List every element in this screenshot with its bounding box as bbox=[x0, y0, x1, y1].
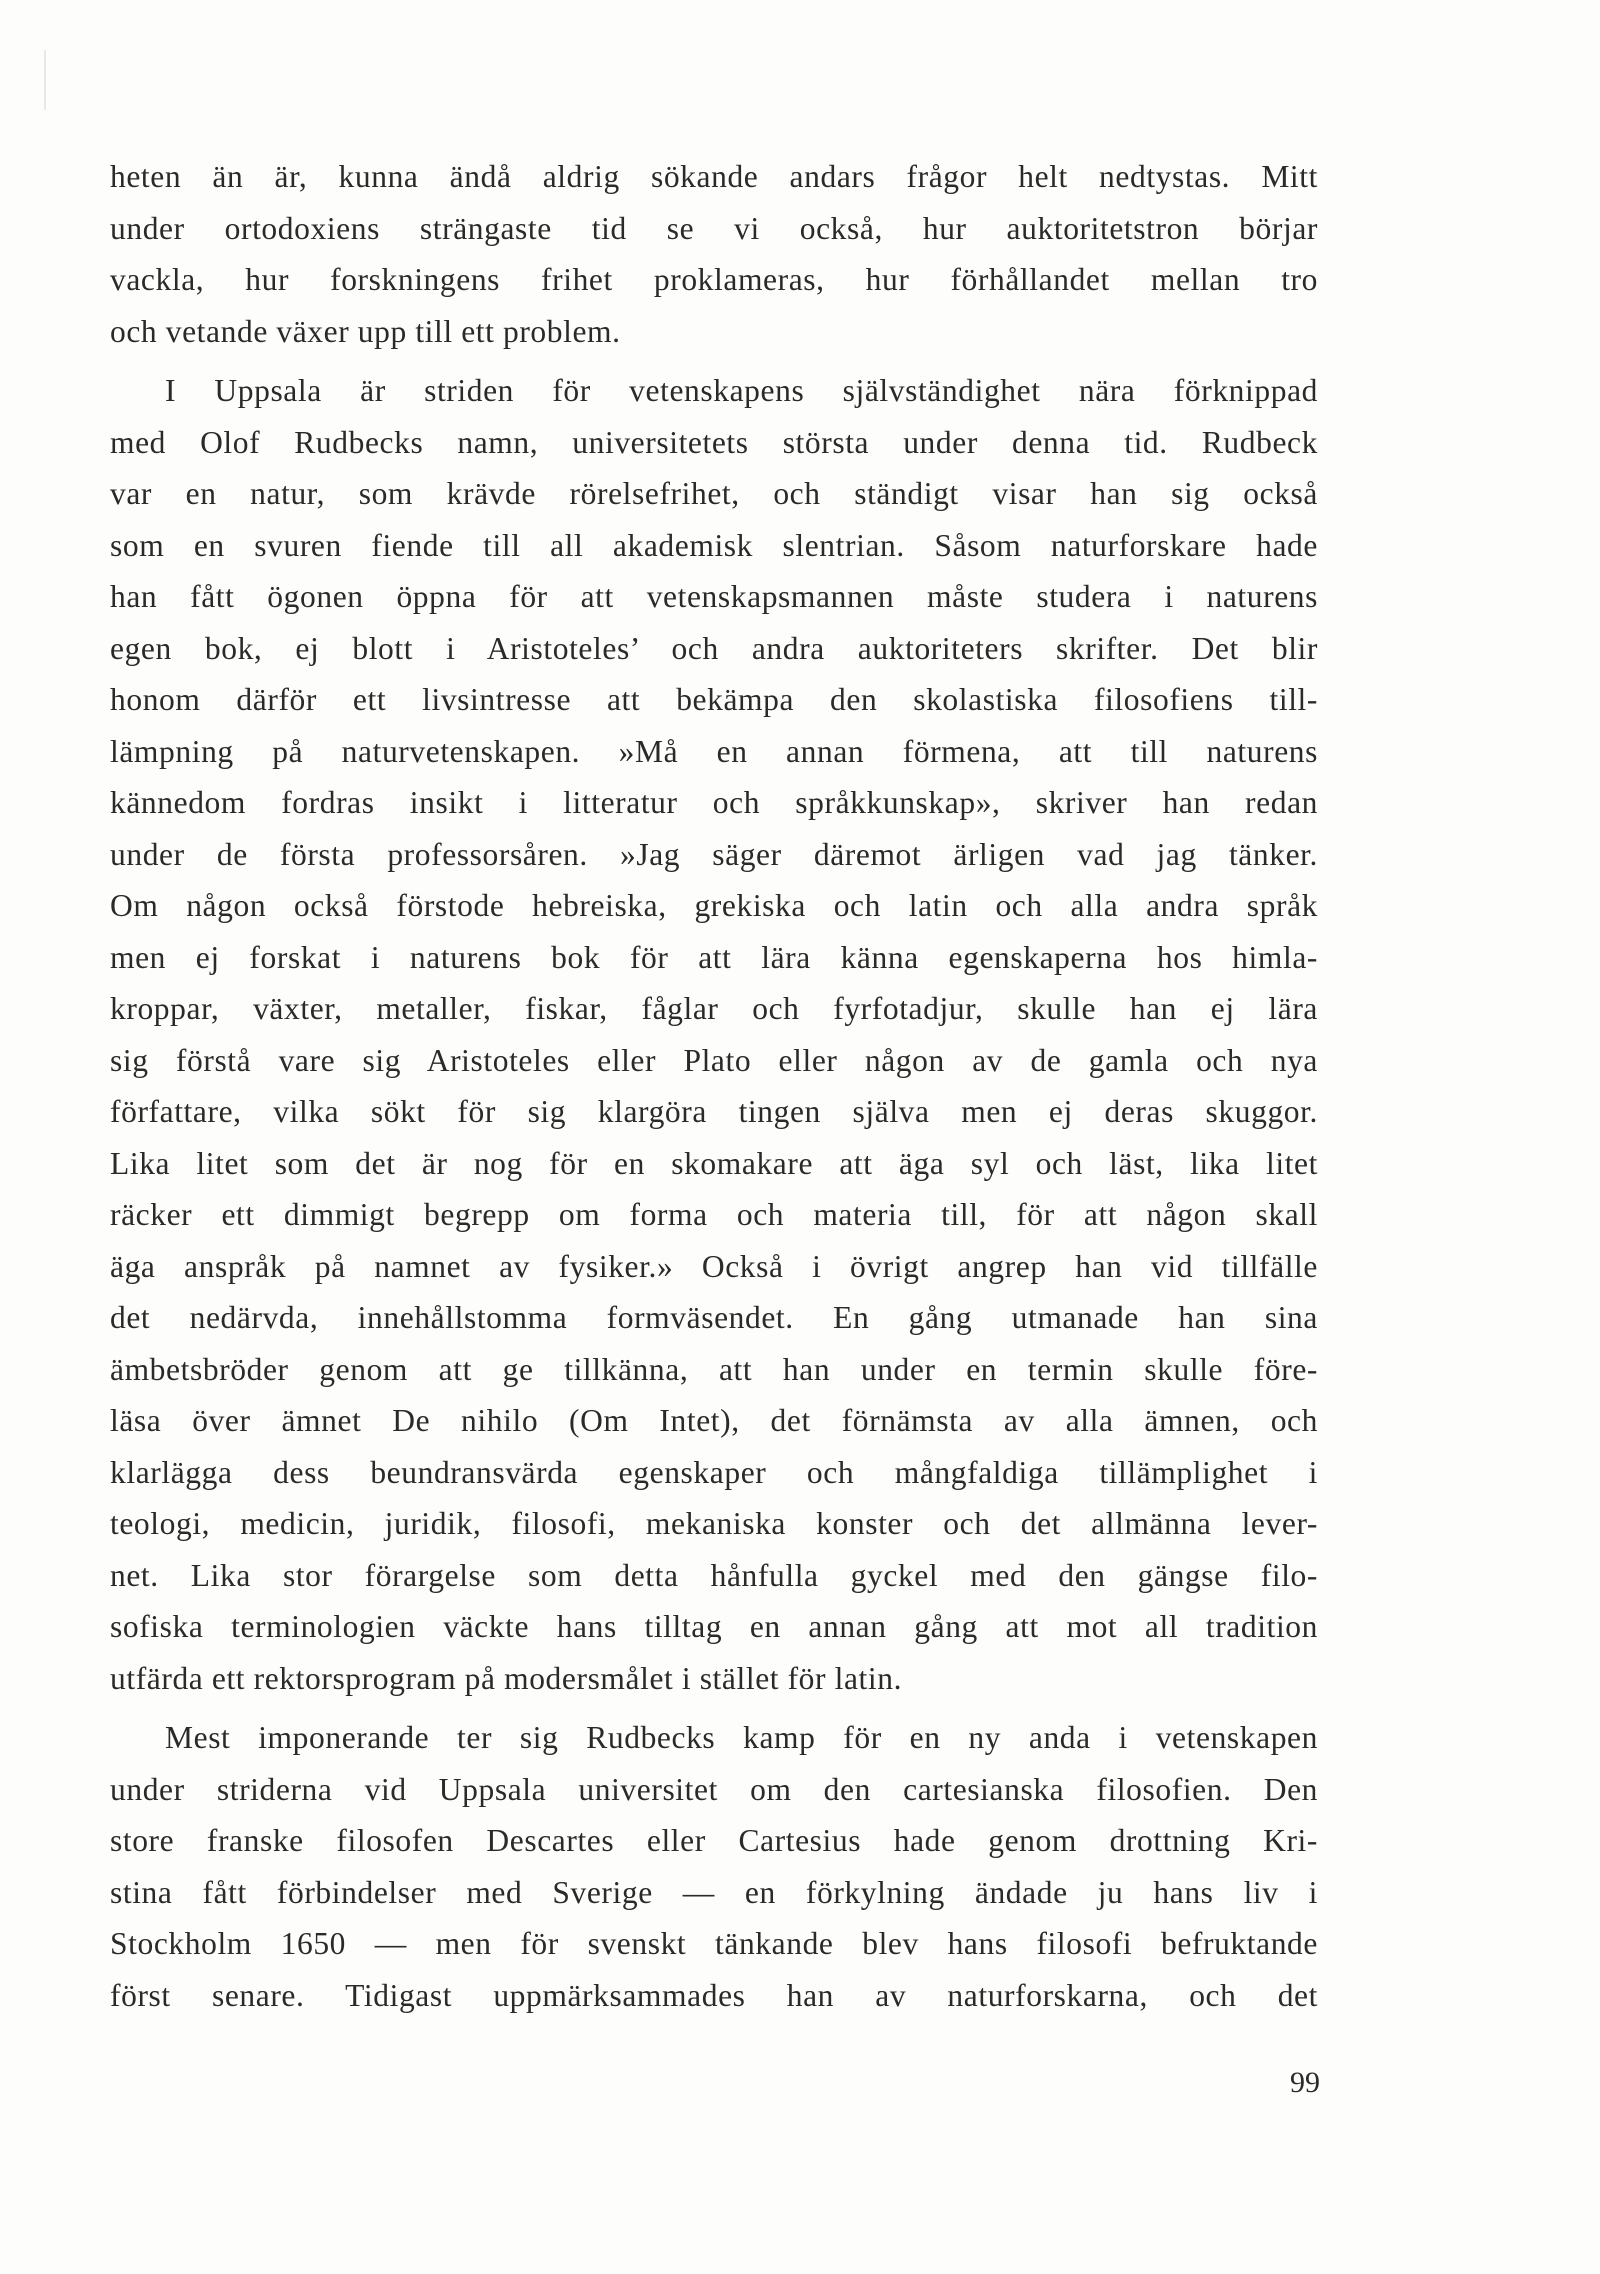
paragraph bbox=[110, 365, 1318, 1704]
text-line: under de första professorsåren. »Jag säger däremot ärligen vad jag tänker. bbox=[110, 836, 1318, 872]
page-number: 99 bbox=[1290, 2066, 1320, 2099]
text-line: det nedärvda, innehållstomma formväsendet. En gång utmanade han sina bbox=[110, 1300, 1318, 1335]
text-line: store franske filosofen Descartes eller Cartesius hade genom drottning Kri- bbox=[110, 1823, 1318, 1858]
body-text bbox=[110, 151, 1318, 2029]
text-line: vackla, hur forskningens frihet proklameras, hur förhållandet mellan tro bbox=[110, 262, 1318, 297]
text-line: först senare. Tidigast uppmärksammades han av naturforskarna, och det bbox=[110, 1977, 1318, 2013]
text-line: honom därför ett livsintresse att bekämpa den skolastiska filosofiens till- bbox=[110, 682, 1318, 717]
text-line: klarlägga dess beundransvärda egenskaper och mångfaldiga tillämplighet i bbox=[110, 1454, 1318, 1490]
text-line: Lika litet som det är nog för en skomakare att äga syl och läst, lika litet bbox=[110, 1145, 1318, 1181]
text-line: äga anspråk på namnet av fysiker.» Också i övrigt angrep han vid tillfälle bbox=[110, 1248, 1318, 1284]
margin-mark bbox=[44, 50, 46, 110]
text-line: med Olof Rudbecks namn, universitetets största under denna tid. Rudbeck bbox=[110, 424, 1318, 460]
text-line: under striderna vid Uppsala universitet om den cartesianska filosofien. Den bbox=[110, 1771, 1318, 1807]
text-line: stina fått förbindelser med Sverige — en förkylning ändade ju hans liv i bbox=[110, 1874, 1318, 1910]
text-line: och vetande växer upp till ett problem. bbox=[110, 313, 621, 349]
text-line: ämbetsbröder genom att ge tillkänna, att han under en termin skulle före- bbox=[110, 1351, 1318, 1387]
text-line: heten än är, kunna ändå aldrig sökande andars frågor helt nedtystas. Mitt bbox=[110, 159, 1318, 194]
text-line: läsa över ämnet De nihilo (Om Intet), det förnämsta av alla ämnen, och bbox=[110, 1403, 1318, 1438]
text-line: som en svuren fiende till all akademisk slentrian. Såsom naturforskare hade bbox=[110, 527, 1318, 563]
text-line: lämpning på naturvetenskapen. »Må en annan förmena, att till naturens bbox=[110, 733, 1318, 769]
text-line: sofiska terminologien väckte hans tilltag en annan gång att mot all tradition bbox=[110, 1609, 1318, 1644]
text-line: räcker ett dimmigt begrepp om forma och materia till, för att någon skall bbox=[110, 1197, 1318, 1232]
text-line: men ej forskat i naturens bok för att lära känna egenskaperna hos himla- bbox=[110, 939, 1318, 975]
text-line: författare, vilka sökt för sig klargöra tingen själva men ej deras skuggor. bbox=[110, 1094, 1318, 1129]
text-line: sig förstå vare sig Aristoteles eller Plato eller någon av de gamla och nya bbox=[110, 1042, 1318, 1078]
text-line: Om någon också förstode hebreiska, grekiska och latin och alla andra språk bbox=[110, 888, 1318, 923]
text-line: utfärda ett rektorsprogram på modersmålet i stället för latin. bbox=[110, 1660, 903, 1696]
paragraph bbox=[110, 151, 1318, 357]
text-line: egen bok, ej blott i Aristoteles’ och andra auktoriteters skrifter. Det blir bbox=[110, 630, 1318, 666]
text-line: han fått ögonen öppna för att vetenskapsmannen måste studera i naturens bbox=[110, 579, 1318, 614]
text-line: I Uppsala är striden för vetenskapens självständighet nära förknippad bbox=[165, 373, 1318, 408]
text-line: under ortodoxiens strängaste tid se vi också, hur auktoritetstron börjar bbox=[110, 210, 1318, 246]
text-line: var en natur, som krävde rörelsefrihet, och ständigt visar han sig också bbox=[110, 476, 1318, 511]
paragraph bbox=[110, 1712, 1318, 2021]
text-line: teologi, medicin, juridik, filosofi, mekaniska konster och det allmänna lever- bbox=[110, 1506, 1318, 1541]
text-line: Stockholm 1650 — men för svenskt tänkande blev hans filosofi befruktande bbox=[110, 1926, 1318, 1961]
text-line: kroppar, växter, metaller, fiskar, fåglar och fyrfotadjur, skulle han ej lära bbox=[110, 991, 1318, 1026]
text-line: net. Lika stor förargelse som detta hånfulla gyckel med den gängse filo- bbox=[110, 1557, 1318, 1593]
text-line: kännedom fordras insikt i litteratur och språkkunskap», skriver han redan bbox=[110, 785, 1318, 820]
text-line: Mest imponerande ter sig Rudbecks kamp för en ny anda i vetenskapen bbox=[165, 1720, 1318, 1755]
